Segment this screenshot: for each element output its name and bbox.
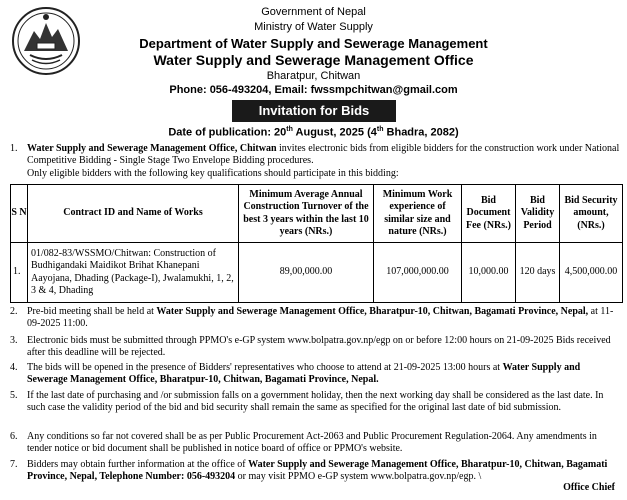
header-turnover: Minimum Average Annual Construction Turnover of the best 3 years within the last 10 years (NRs.) bbox=[239, 185, 374, 243]
point-conditions: 6. Any conditions so far not covered shall be as per Public Procurement Act-2063 and Public Procurement Regulation-2064. Any amendments in tender notice or bid document shall be published in notice board of office or PPMO's website. bbox=[10, 431, 597, 455]
publication-date: Date of publication: 20th August, 2025 (4th Bhadra, 2082) bbox=[168, 126, 459, 139]
header-office: Water Supply and Sewerage Management Office bbox=[153, 52, 474, 68]
table-row bbox=[11, 243, 623, 303]
header-ministry: Ministry of Water Supply bbox=[254, 21, 373, 33]
point-prebid: 2. Pre-bid meeting shall be held at Water Supply and Sewerage Management Office, Bharatpur-10, Chitwan, Bagamati Province, Nepal, at 11-09-2025 11:00. bbox=[10, 306, 614, 330]
header-validity: Bid Validity Period bbox=[516, 185, 560, 243]
header-experience: Minimum Work experience of similar size and nature (NRs.) bbox=[374, 185, 462, 243]
header-contact: Phone: 056-493204, Email: fwssmpchitwan@gmail.com bbox=[169, 84, 458, 96]
cell-validity: 120 days bbox=[516, 243, 560, 303]
point-holiday: 5. If the last date of purchasing and /or submission falls on a government holiday, then the next working day shall be considered as the last date. In such case the validity period of the bid and bid security shall remain the same as specified for the original last date of bid submission. bbox=[10, 390, 604, 414]
cell-work: 01/082-83/WSSMO/Chitwan: Construction of Budhigandaki Maidikot Brihat Khanepani Aayojana, Dhading (Package-I), Jwalamukhi, 1, 2, 3 & 4, Dhading bbox=[28, 243, 239, 303]
cell-turnover: 89,00,000.00 bbox=[239, 243, 374, 303]
intro-paragraph: 1. Water Supply and Sewerage Management Office, Chitwan invites electronic bids from eligible bidders for the construction work under National Competitive Bidding - Single Stage Two Envelope Bidding procedures. Only eligible bidders with the following key qualifications should participate in this bidding: bbox=[10, 143, 620, 179]
header-contract: Contract ID and Name of Works bbox=[28, 185, 239, 243]
invitation-banner: Invitation for Bids bbox=[232, 100, 396, 122]
cell-experience: 107,000,000.00 bbox=[374, 243, 462, 303]
header-sn: S N bbox=[11, 185, 28, 243]
header-fee: Bid Document Fee (NRs.) bbox=[462, 185, 516, 243]
header-department: Department of Water Supply and Sewerage Management bbox=[139, 36, 488, 51]
point-opening: 4. The bids will be opened in the presence of Bidders' representatives who choose to attend at 21-09-2025 13:00 hours at Water Supply and Sewerage Management Office, Bharatpur-10, Chitwan, Bagamati Province, Nepal. bbox=[10, 362, 581, 386]
signature-office-chief: Office Chief bbox=[563, 482, 615, 493]
point-information: 7. Bidders may obtain further information at the office of Water Supply and Sewerage Management Office, Bharatpur-10, Chitwan, Bagamati Province, Nepal, Telephone Number: 056-493204 or may visit PPMO e-GP system www.bolpatra.gov.np/egp. \ bbox=[10, 459, 608, 483]
table-header-row bbox=[11, 185, 623, 243]
bids-table bbox=[10, 184, 623, 303]
header-government: Government of Nepal bbox=[261, 6, 366, 18]
cell-security: 4,500,000.00 bbox=[560, 243, 623, 303]
header-security: Bid Security amount, (NRs.) bbox=[560, 185, 623, 243]
header-location: Bharatpur, Chitwan bbox=[266, 70, 361, 82]
point-submission: 3. Electronic bids must be submitted through PPMO's e-GP system www.bolpatra.gov.np/egp on or before 12:00 hours on 21-09-2025 Bids received after this deadline will be rejected. bbox=[10, 335, 611, 359]
cell-sn: 1. bbox=[11, 243, 28, 303]
cell-fee: 10,000.00 bbox=[462, 243, 516, 303]
